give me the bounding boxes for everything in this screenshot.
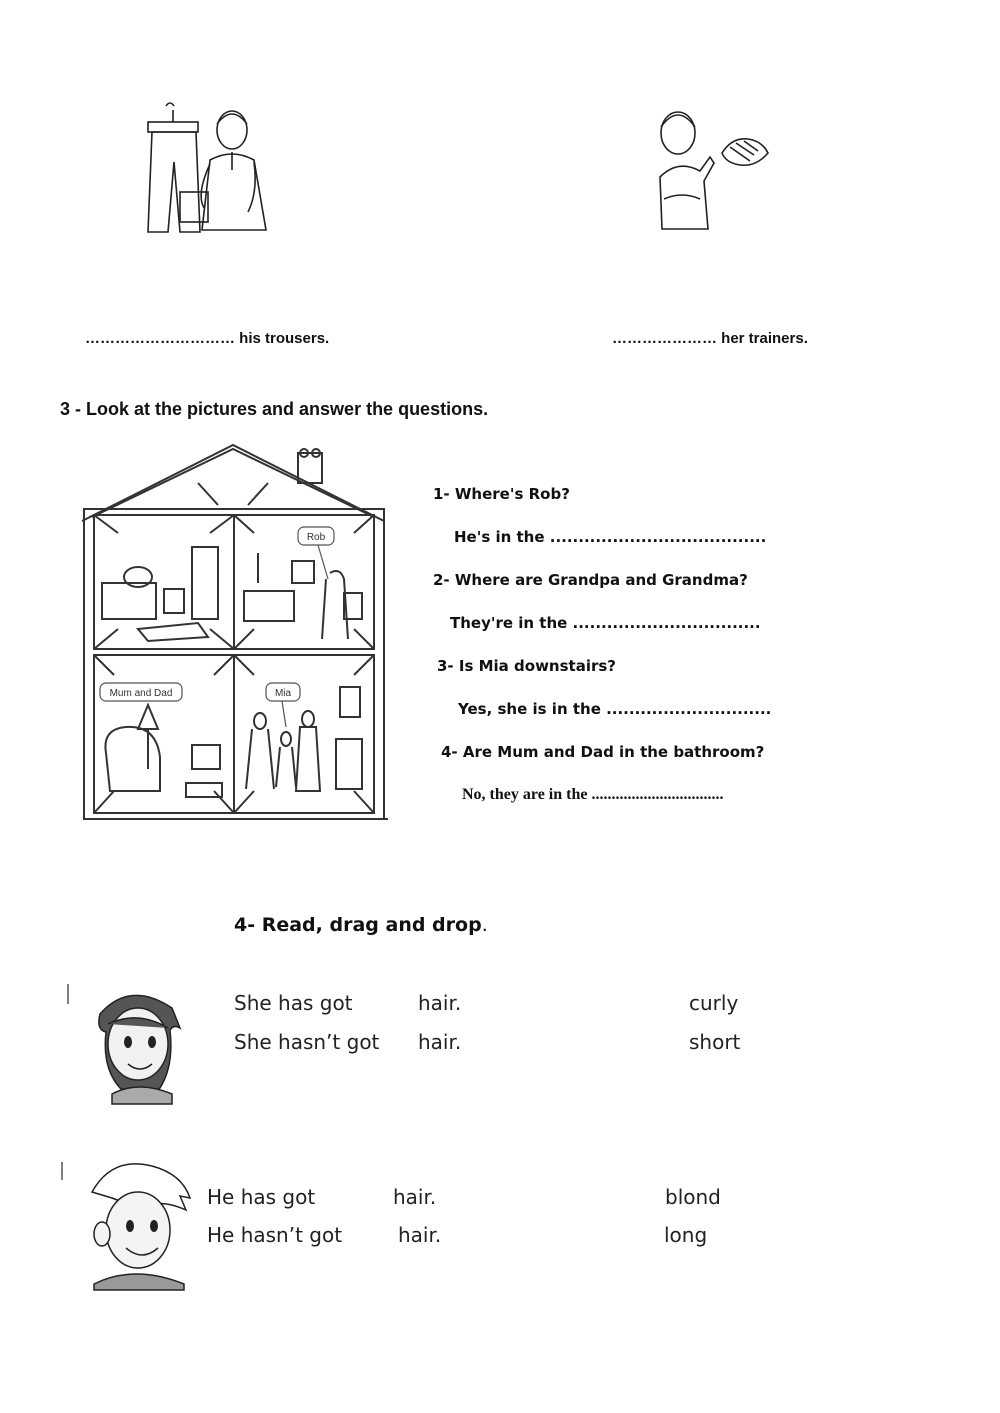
question-1: 1- Where's Rob? — [433, 485, 570, 503]
option-long[interactable]: long — [664, 1223, 708, 1247]
girl-row-1-subject: She has got — [234, 991, 353, 1015]
question-4: 4- Are Mum and Dad in the bathroom? — [441, 743, 765, 761]
answer-1[interactable]: He's in the ...................................... — [454, 528, 767, 546]
girl-row-2-object: hair. — [418, 1030, 462, 1054]
answer-4[interactable]: No, they are in the ................................. — [462, 786, 724, 803]
question-3: 3- Is Mia downstairs? — [437, 657, 616, 675]
caption-blank[interactable]: ………………………… — [85, 330, 235, 347]
caption-text: his trousers. — [239, 330, 330, 347]
exercise-3-heading: 3 - Look at the pictures and answer the questions. — [60, 399, 489, 419]
answer-2[interactable]: They're in the ................................. — [450, 614, 761, 632]
boy-row-2-object: hair. — [398, 1223, 442, 1247]
boy-face-illustration — [58, 1160, 198, 1290]
exercise-4-heading-punct: . — [481, 914, 488, 936]
exercise-4-heading — [234, 914, 488, 936]
option-curly[interactable]: curly — [689, 991, 739, 1015]
exercise-4-heading-text: 4- Read, drag and drop — [234, 914, 482, 936]
option-blond[interactable]: blond — [665, 1185, 721, 1209]
girl-with-trainers-illustration — [650, 105, 780, 235]
girl-row-1-object: hair. — [418, 991, 462, 1015]
label-rob: Rob — [306, 532, 326, 543]
boy-row-2-subject: He hasn’t got — [207, 1223, 343, 1247]
caption-trainers — [612, 330, 808, 347]
label-mum-and-dad: Mum and Dad — [109, 688, 173, 699]
house-illustration — [68, 443, 398, 823]
option-short[interactable]: short — [689, 1030, 741, 1054]
label-mia: Mia — [274, 688, 292, 699]
girl-row-2-subject: She hasn’t got — [234, 1030, 380, 1054]
caption-text: her trainers. — [721, 330, 808, 347]
caption-blank[interactable]: ………………… — [612, 330, 717, 347]
boy-row-1-object: hair. — [393, 1185, 437, 1209]
caption-trousers — [85, 330, 329, 347]
boy-row-1-subject: He has got — [207, 1185, 316, 1209]
question-2: 2- Where are Grandpa and Grandma? — [433, 571, 748, 589]
answer-3[interactable]: Yes, she is in the ............................. — [458, 700, 772, 718]
man-with-trousers-illustration — [140, 100, 280, 240]
girl-face-illustration — [64, 984, 184, 1104]
